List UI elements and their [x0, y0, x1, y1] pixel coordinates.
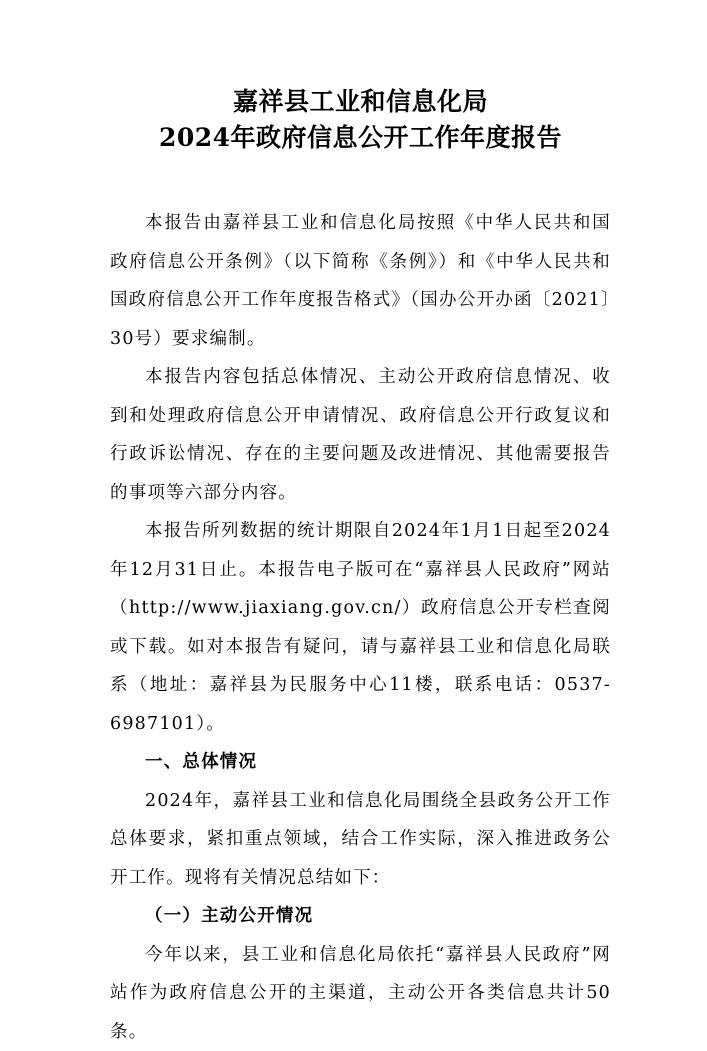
- intro-paragraph-1: 本报告由嘉祥县工业和信息化局按照《中华人民共和国政府信息公开条例》（以下简称《条例》）和《中华人民共和国政府信息公开工作年度报告格式》（国办公开办函〔2021〕30号）要求编制。: [110, 204, 611, 358]
- title-line-1: 嘉祥县工业和信息化局: [110, 84, 611, 120]
- title-line-2: 2024年政府信息公开工作年度报告: [110, 120, 611, 156]
- section-1-heading: 一、总体情况: [110, 743, 611, 782]
- intro-paragraph-3: 本报告所列数据的统计期限自2024年1月1日起至2024年12月31日止。本报告电子版可在“嘉祥县人民政府”网站（http://www.jiaxiang.gov.cn/）政府信息公开专栏查阅或下载。如对本报告有疑问，请与嘉祥县工业和信息化局联系（地址：嘉祥县为民服务中心11楼，联系电话：0537-6987101）。: [110, 512, 611, 743]
- subsection-1-paragraph-1: 今年以来，县工业和信息化局依托“嘉祥县人民政府”网站作为政府信息公开的主渠道，主动公开各类信息共计50条。: [110, 936, 611, 1051]
- section-1-paragraph-1: 2024年，嘉祥县工业和信息化局围绕全县政务公开工作总体要求，紧扣重点领域，结合工作实际，深入推进政务公开工作。现将有关情况总结如下：: [110, 782, 611, 898]
- subsection-1-heading: （一）主动公开情况: [110, 897, 611, 936]
- intro-paragraph-2: 本报告内容包括总体情况、主动公开政府信息情况、收到和处理政府信息公开申请情况、政府信息公开行政复议和行政诉讼情况、存在的主要问题及改进情况、其他需要报告的事项等六部分内容。: [110, 358, 611, 512]
- document-title: [110, 84, 611, 156]
